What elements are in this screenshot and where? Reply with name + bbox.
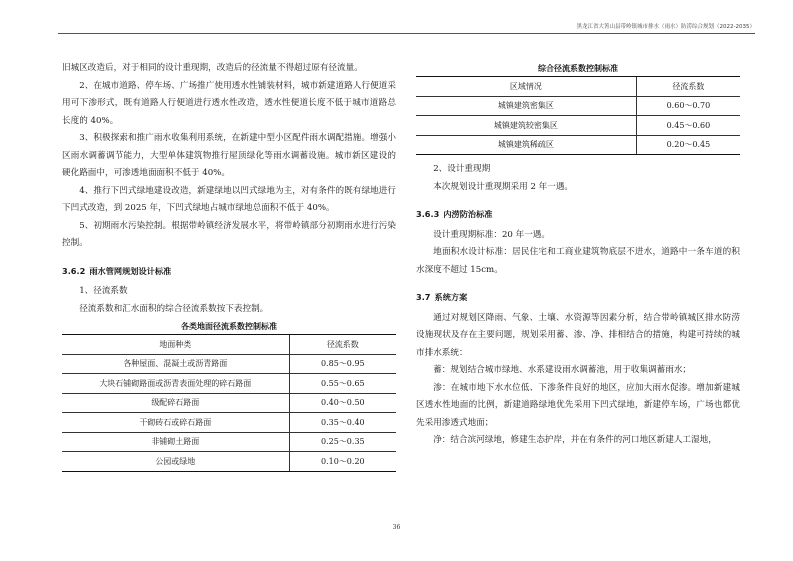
subsection-label: 1、径流系数	[79, 286, 128, 296]
section-title: 系统方案	[434, 292, 468, 302]
paragraph: 3、积极探索和推广雨水收集利用系统，在新建中型小区配件雨水调配措施。增强小区雨水调蓄调节能力，大型单体建筑物推行屋顶绿化等雨水调蓄设施。城市新区建设的硬化路面中，可渗透地面面积不低于 40%。	[62, 133, 396, 178]
paragraph: 通过对规划区降雨、气象、土壤、水资源等因素分析，结合带岭镇城区排水防涝设施现状及存在主要问题，规划采用蓄、渗、净、排相结合的措施，构建可持续的城市排水系统：	[416, 312, 740, 358]
paragraph: 径流系数和汇水面积的综合径流系数按下表控制。	[79, 303, 269, 314]
section-heading-3-6-2	[62, 263, 396, 281]
table-row	[62, 452, 396, 472]
paragraph: 地面积水设计标准：居民住宅和工商业建筑物底层不进水，道路中一条车道的积水深度不超过 15cm。	[416, 247, 740, 275]
table-cell: 0.40～0.50	[289, 393, 396, 413]
table-cell: 0.55～0.65	[289, 374, 396, 394]
table-row	[62, 374, 396, 394]
table-cell: 0.25～0.35	[289, 432, 396, 452]
table-cell: 公园或绿地	[62, 452, 289, 472]
table-cell: 各种屋面、混凝土或沥青路面	[62, 354, 289, 374]
table-cell: 非铺砌土路面	[62, 432, 289, 452]
section-heading-3-7	[416, 289, 740, 307]
table-cell: 大块石铺砌路面或沥青表面处理的碎石路面	[62, 374, 289, 394]
header-divider	[58, 33, 755, 34]
table-cell: 干砌砖石或碎石路面	[62, 413, 289, 433]
table-cell: 0.60～0.70	[636, 96, 740, 116]
table-cell: 0.20～0.45	[636, 135, 740, 155]
section-number: 3.6.3	[416, 209, 440, 219]
paragraph: 本次规划设计重现期采用 2 年一遇。	[433, 181, 574, 192]
section-title: 内涝防治标准	[443, 209, 493, 219]
page-number: 36	[392, 524, 401, 531]
table-header: 径流系数	[636, 77, 740, 97]
left-column	[62, 60, 396, 472]
table-caption: 各类地面径流系数控制标准	[181, 322, 277, 331]
table-row	[416, 96, 740, 116]
table-row	[416, 135, 740, 155]
subsection-label: 2、设计重现期	[433, 164, 491, 174]
section-title: 雨水管网规划设计标准	[89, 265, 172, 276]
table-row	[62, 393, 396, 413]
paragraph: 设计重现期标准：20 年一遇。	[433, 229, 550, 240]
runoff-coefficient-table	[62, 334, 396, 472]
table-cell: 级配碎石路面	[62, 393, 289, 413]
section-number: 3.6.2	[62, 265, 86, 276]
table-row	[62, 413, 396, 433]
table-header: 径流系数	[289, 335, 396, 355]
table-header: 区域情况	[416, 77, 636, 97]
table-cell: 0.35～0.40	[289, 413, 396, 433]
page-header-title: 黑龙江省大箐山县带岭镇城市排水（雨水）防涝综合规划（2022-2035）	[576, 24, 755, 30]
paragraph: 净：结合滨河绿地，修建生态护岸，并在有条件的河口地区新建人工湿地，	[433, 435, 717, 445]
table-cell: 0.45～0.60	[636, 116, 740, 136]
paragraph: 5、初期雨水污染控制。根据带岭镇经济发展水平，将带岭镇部分初期雨水进行污染控制。	[62, 220, 396, 248]
table-cell: 0.10～0.20	[289, 452, 396, 472]
table-row	[62, 354, 396, 374]
paragraph: 2、在城市道路、停车场、广场推广使用透水性铺装材料，城市新建道路人行便道采用可下渗形式，既有道路人行便道进行透水性改造，透水性便道长度不低于城市道路总长度的 40%。	[62, 80, 396, 126]
paragraph: 蓄：规划结合城市绿地、水系建设雨水调蓄池，用于收集调蓄雨水；	[433, 365, 692, 375]
paragraph: 渗：在城市地下水水位低、下渗条件良好的地区，应加大雨水促渗。增加新建城区透水性地面的比例，新建道路绿地优先采用下凹式绿地，新建停车场，广场也都优先采用渗透式地面；	[416, 382, 740, 428]
table-caption: 综合径流系数控制标准	[538, 64, 618, 73]
table-cell: 城镇建筑较密集区	[416, 116, 636, 136]
paragraph: 旧城区改造后，对于相同的设计重现期，改造后的径流量不得超过原有径流量。	[62, 63, 363, 73]
table-row	[416, 116, 740, 136]
table-cell: 城镇建筑稀疏区	[416, 135, 636, 155]
table-header: 地面种类	[62, 335, 289, 355]
section-number: 3.7	[416, 292, 431, 302]
table-cell: 0.85～0.95	[289, 354, 396, 374]
section-heading-3-6-3	[416, 206, 740, 224]
paragraph: 4、推行下凹式绿地建设改造，新建绿地以凹式绿地为主，对有条件的既有绿地进行下凹式改造，到 2025 年，下凹式绿地占城市绿地总面积不低于 40%。	[62, 185, 396, 213]
right-column	[416, 60, 740, 450]
composite-runoff-table	[416, 76, 740, 155]
table-cell: 城镇建筑密集区	[416, 96, 636, 116]
table-row	[62, 432, 396, 452]
